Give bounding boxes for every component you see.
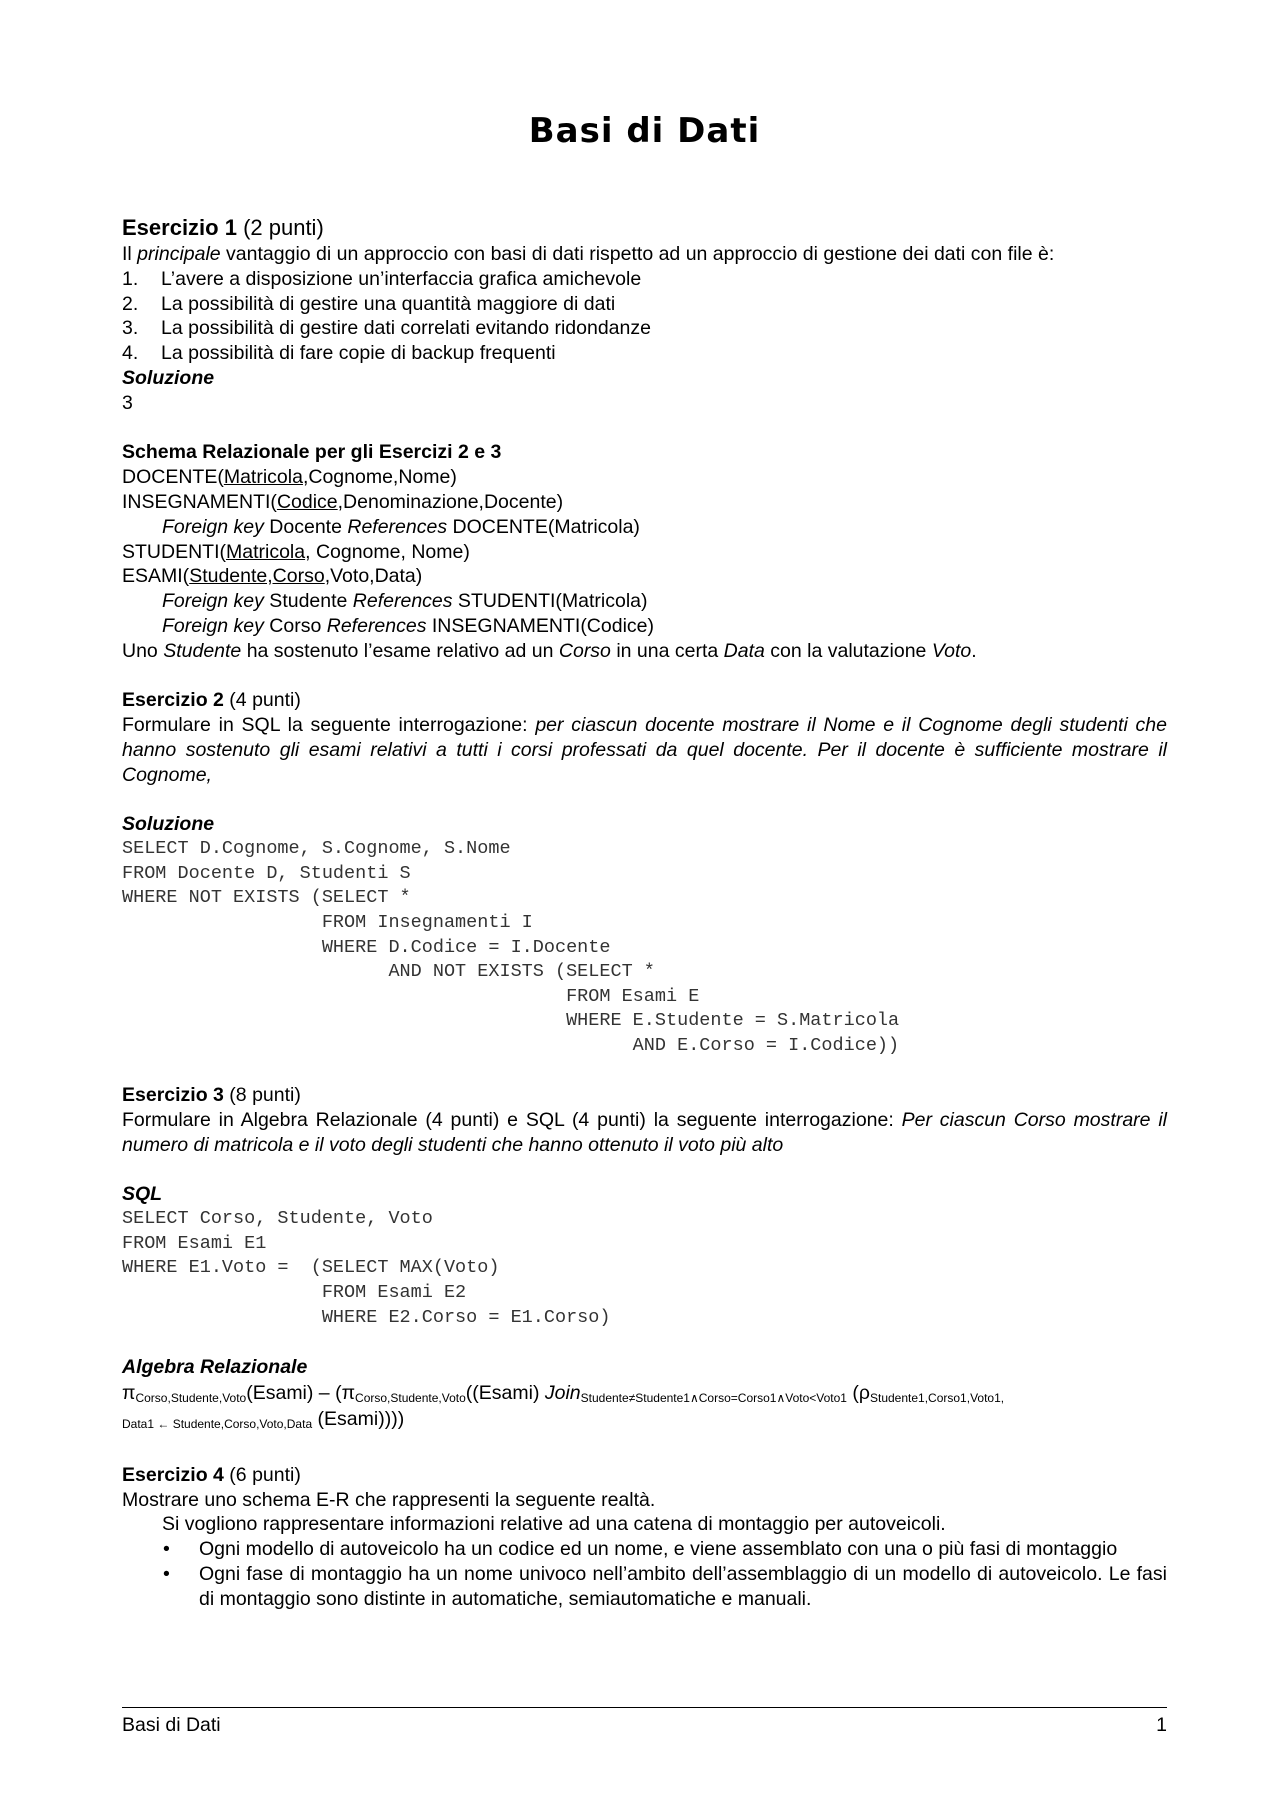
option-2: 2. La possibilità di gestire una quantità maggiore di dati — [122, 292, 616, 315]
option-4: 4. La possibilità di fare copie di backup frequenti — [122, 342, 556, 365]
schema-studenti: STUDENTI(Matricola, Cognome, Nome) — [122, 540, 470, 563]
exercise-4-bullet-2: • Ogni fase di montaggio ha un nome univoco nell’ambito dell’assemblaggio di un modello di autoveicolo. Le fasi di montaggio sono distinte in automatiche, semiautomatiche e manuali. — [163, 1563, 1167, 1610]
exercise-3-question: Formulare in Algebra Relazionale (4 punti) e SQL (4 punti) la seguente interrogazione: Per ciascun Corso mostrare il numero di matricola e il voto degli studenti che hanno ottenuto il voto più alto — [122, 1109, 1167, 1156]
option-1: 1. L’avere a disposizione un’interfaccia grafica amichevole — [122, 267, 642, 290]
option-3: 3. La possibilità di gestire dati correlati evitando ridondanze — [122, 317, 651, 340]
bullet-icon: • — [163, 1538, 170, 1561]
schema-fk-corso: Foreign key Corso References INSEGNAMENTI(Codice) — [162, 614, 655, 637]
exercise-1-question: Il principale vantaggio di un approccio con basi di dati rispetto ad un approccio di gestione dei dati con file è: — [122, 243, 1055, 265]
exercise-4-intro-2: Si vogliono rappresentare informazioni relative ad una catena di montaggio per autoveicoli. — [162, 1513, 946, 1536]
schema-description: Uno Studente ha sostenuto l’esame relativo ad un Corso in una certa Data con la valutazione Voto. — [122, 639, 977, 662]
page-footer — [122, 1707, 1167, 1737]
exercise-2-heading: Esercizio 2 (4 punti) — [122, 689, 301, 712]
document-page — [122, 0, 1167, 1811]
document-body — [122, 214, 1167, 1612]
relational-algebra-expression-line-2: $_{Data1 \leftarrow Studente,Corso,Voto,Data}$ (Esami)))) — [122, 1407, 405, 1431]
exercise-4-bullet-1: • Ogni modello di autoveicolo ha un codice ed un nome, e viene assemblato con una o più fasi di montaggio — [163, 1538, 1118, 1561]
page-number: 1 — [1156, 1714, 1167, 1736]
schema-fk-docente: Foreign key Docente References DOCENTE(Matricola) — [162, 515, 640, 538]
exercise-3-heading: Esercizio 3 (8 punti) — [122, 1084, 301, 1107]
exercise-1-solution-label: Soluzione — [122, 366, 215, 389]
bullet-icon: • — [163, 1563, 170, 1585]
schema-insegnamenti: INSEGNAMENTI(Codice,Denominazione,Docente) — [122, 490, 564, 513]
relational-algebra-expression-line-1: $\pi_{Corso,Studente,Voto}(Esami)$ – ($\pi_{Corso,Studente,Voto}((Esami)$ Join$_{Studente\ne Studente1\wedge Corso=Corso1\wedge Voto<Voto1}$ ($\rho_{Studente1,Corso1,Voto1,}$ — [122, 1381, 1005, 1405]
schema-esami: ESAMI(Studente,Corso,Voto,Data) — [122, 565, 423, 588]
footer-title: Basi di Dati — [122, 1714, 221, 1736]
document-title: Basi di Dati — [528, 111, 761, 151]
schema-heading: Schema Relazionale per gli Esercizi 2 e 3 — [122, 441, 502, 464]
exercise-2-sql-code: SELECT D.Cognome, S.Cognome, S.Nome FROM Docente D, Studenti S WHERE NOT EXISTS (SELECT * FROM Insegnamenti I WHERE D.Codice = I.Docente AND NOT EXISTS (SELECT * FROM Esami E WHERE E.Studente = S.Matricola AND E.Corso = I.Codice)) — [122, 838, 900, 1056]
exercise-2-solution-label: Soluzione — [122, 813, 215, 836]
exercise-2-question: Formulare in SQL la seguente interrogazione: per ciascun docente mostrare il Nome e il Cognome degli studenti che hanno sostenuto gli esami relativi a tutti i corsi professati da quel docente. Per il docente è sufficiente mostrare il Cognome, — [122, 714, 1167, 786]
exercise-1-heading: Esercizio 1 (2 punti) — [122, 215, 324, 240]
exercise-4-intro: Mostrare uno schema E-R che rappresenti la seguente realtà. — [122, 1488, 656, 1511]
exercise-4-heading: Esercizio 4 (6 punti) — [122, 1463, 301, 1486]
schema-docente: DOCENTE(Matricola,Cognome,Nome) — [122, 466, 457, 489]
exercise-3-sql-label: SQL — [122, 1183, 163, 1206]
schema-fk-studente: Foreign key Studente References STUDENTI(Matricola) — [162, 590, 648, 613]
exercise-3-sql-code: SELECT Corso, Studente, Voto FROM Esami E1 WHERE E1.Voto = (SELECT MAX(Voto) FROM Esami E2 WHERE E2.Corso = E1.Corso) — [122, 1208, 611, 1328]
exercise-1-answer: 3 — [122, 391, 133, 414]
exercise-3-algebra-label: Algebra Relazionale — [122, 1356, 308, 1379]
